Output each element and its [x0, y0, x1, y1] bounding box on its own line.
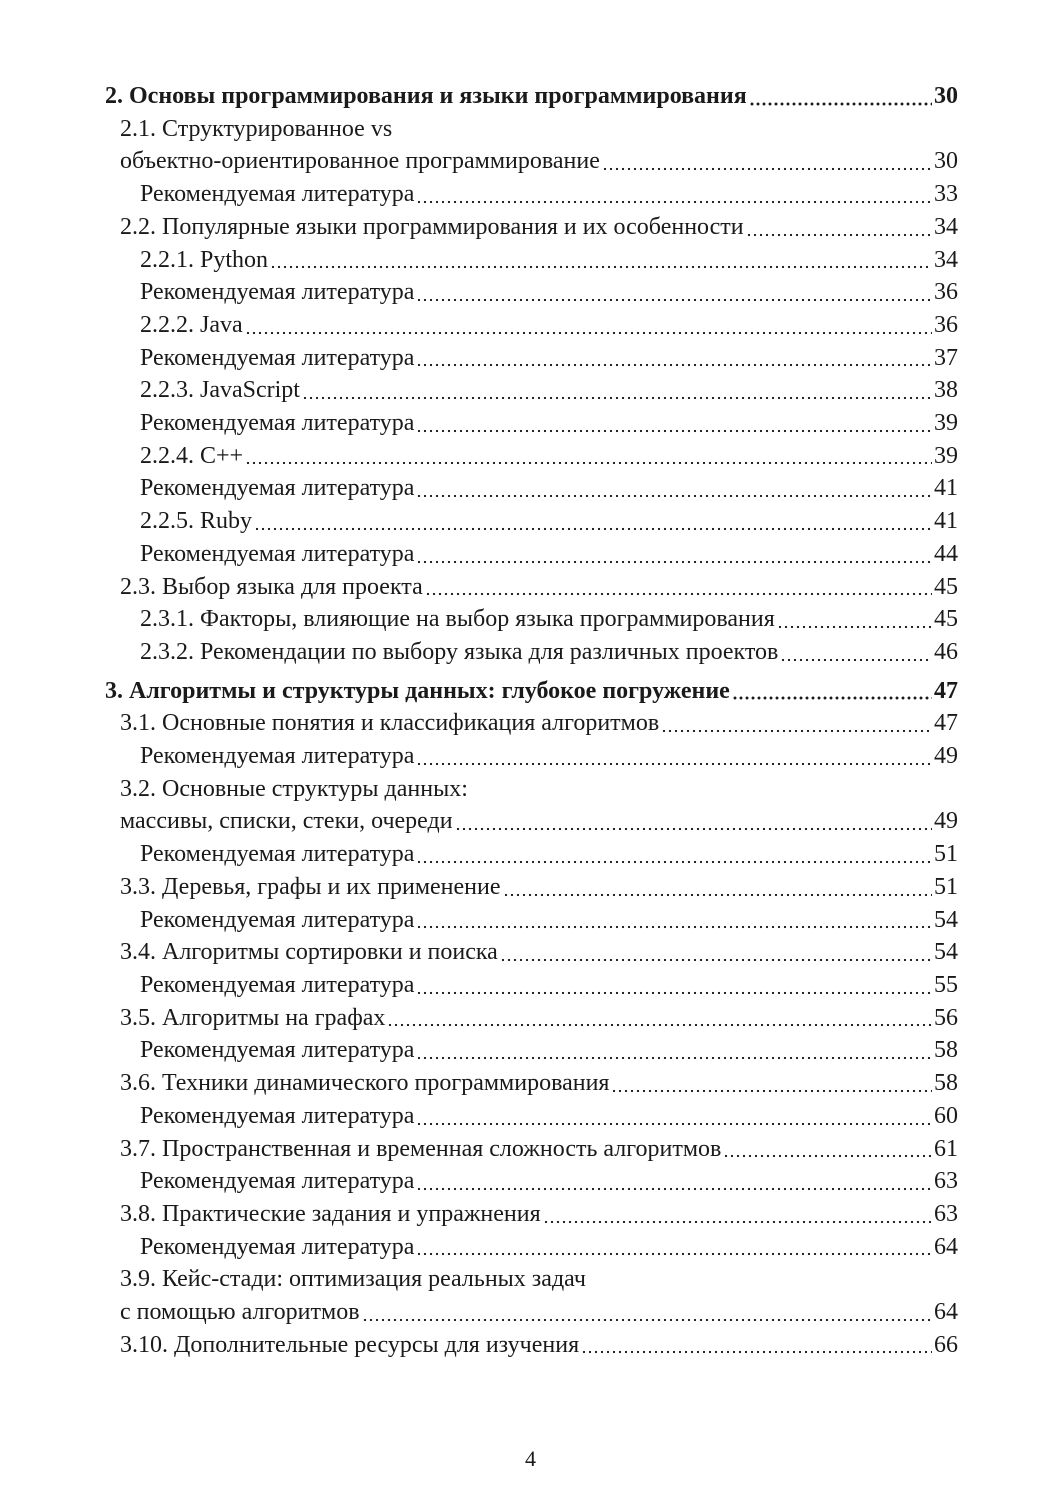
toc-entry-title: Рекомендуемая литература — [140, 475, 415, 502]
dot-leader — [416, 1171, 932, 1191]
dot-leader — [416, 478, 932, 498]
toc-entry — [140, 904, 958, 937]
dot-leader — [245, 315, 932, 335]
toc-entry — [140, 342, 958, 375]
dot-leader — [746, 217, 932, 237]
toc-entry — [140, 740, 958, 773]
toc-page-number: 46 — [934, 638, 958, 665]
toc-entry — [140, 407, 958, 440]
toc-entry-title: 3.10. Дополнительные ресурсы для изучения — [120, 1331, 580, 1358]
dot-leader — [416, 347, 932, 367]
toc-entry-title: с помощью алгоритмов — [120, 1299, 360, 1326]
toc-entry-title: 2.2.1. Python — [140, 246, 269, 273]
toc-entry — [120, 936, 958, 969]
dot-leader — [543, 1204, 932, 1224]
dot-leader — [254, 511, 932, 531]
dot-leader — [416, 413, 932, 433]
dot-leader — [416, 1040, 932, 1060]
dot-leader — [416, 746, 932, 766]
toc-entry — [120, 1198, 958, 1231]
toc-entry-title-line1: 3.2. Основные структуры данных: — [120, 775, 468, 802]
toc-entry-title: 3. Алгоритмы и структуры данных: глубокое погружение — [105, 677, 730, 704]
toc-entry-title: Рекомендуемая литература — [140, 1037, 415, 1064]
toc-page-number: 58 — [934, 1070, 958, 1097]
toc-page-number: 45 — [934, 573, 958, 600]
dot-leader — [723, 1138, 932, 1158]
toc-page-number: 36 — [934, 311, 958, 338]
toc-entry — [140, 505, 958, 538]
table-of-contents — [0, 80, 1061, 1361]
toc-page-number: 44 — [934, 540, 958, 567]
dot-leader — [302, 380, 932, 400]
dot-leader — [425, 576, 932, 596]
toc-entry-title: Рекомендуемая литература — [140, 1168, 415, 1195]
toc-page-number: 47 — [934, 677, 958, 704]
toc-entry — [120, 211, 958, 244]
toc-entry — [120, 1133, 958, 1166]
toc-entry — [140, 538, 958, 571]
dot-leader — [416, 544, 932, 564]
toc-entry — [120, 571, 958, 604]
toc-entry-title: Рекомендуемая литература — [140, 841, 415, 868]
toc-entry-title: 2.3. Выбор языка для проекта — [120, 573, 423, 600]
toc-entry — [120, 1329, 958, 1362]
toc-page-number: 30 — [934, 148, 958, 175]
dot-leader — [416, 282, 932, 302]
toc-entry — [140, 838, 958, 871]
toc-entry — [140, 969, 958, 1002]
toc-page-number: 45 — [934, 606, 958, 633]
toc-entry-title: 2.2. Популярные языки программирования и их особенности — [120, 213, 744, 240]
toc-entry-title: Рекомендуемая литература — [140, 344, 415, 371]
toc-page-number: 39 — [934, 442, 958, 469]
toc-page-number: 30 — [934, 83, 958, 109]
toc-entry-title: 3.4. Алгоритмы сортировки и поиска — [120, 939, 498, 966]
dot-leader — [611, 1073, 932, 1093]
dot-leader — [416, 909, 932, 929]
toc-entry — [140, 1165, 958, 1198]
toc-page-number: 54 — [934, 939, 958, 966]
toc-entry — [140, 603, 958, 636]
toc-page-number: 55 — [934, 971, 958, 998]
toc-entry-title: Рекомендуемая литература — [140, 279, 415, 306]
toc-entry-title-line1: 3.9. Кейс-стади: оптимизация реальных задач — [120, 1266, 586, 1293]
toc-page-number: 37 — [934, 344, 958, 371]
toc-page-number: 54 — [934, 906, 958, 933]
toc-entry-title: 2. Основы программирования и языки программирования — [105, 83, 747, 109]
toc-entry — [120, 707, 958, 740]
toc-page-number: 51 — [934, 873, 958, 900]
toc-entry-title: Рекомендуемая литература — [140, 181, 415, 208]
toc-entry-title: Рекомендуемая литература — [140, 410, 415, 437]
dot-leader — [387, 1007, 932, 1027]
dot-leader — [503, 877, 932, 897]
toc-entry-title: массивы, списки, стеки, очереди — [120, 808, 453, 835]
toc-page-number: 64 — [934, 1233, 958, 1260]
toc-page-number: 66 — [934, 1331, 958, 1358]
toc-chapter — [105, 675, 958, 708]
toc-entry-title: 2.3.2. Рекомендации по выбору языка для различных проектов — [140, 638, 779, 665]
dot-leader — [602, 151, 932, 171]
dot-leader — [416, 184, 932, 204]
toc-page-number: 61 — [934, 1135, 958, 1162]
dot-leader — [500, 942, 932, 962]
dot-leader — [661, 713, 932, 733]
toc-page-number: 36 — [934, 279, 958, 306]
dot-leader — [732, 680, 932, 700]
dot-leader — [416, 975, 932, 995]
toc-entry-title: 2.2.4. C++ — [140, 442, 244, 469]
dot-leader — [455, 811, 932, 831]
toc-entry-title: Рекомендуемая литература — [140, 906, 415, 933]
toc-entry-title: 3.7. Пространственная и временная сложность алгоритмов — [120, 1135, 722, 1162]
toc-page-number: 60 — [934, 1102, 958, 1129]
dot-leader — [749, 86, 932, 106]
toc-page-number: 58 — [934, 1037, 958, 1064]
toc-entry-title: Рекомендуемая литература — [140, 1102, 415, 1129]
toc-entry — [140, 244, 958, 277]
dot-leader — [777, 609, 932, 629]
toc-entry-title: Рекомендуемая литература — [140, 540, 415, 567]
toc-entry-title: объектно-ориентированное программирование — [120, 148, 600, 175]
toc-entry — [140, 178, 958, 211]
toc-page-number: 63 — [934, 1200, 958, 1227]
toc-entry — [140, 472, 958, 505]
toc-entry-title: 3.8. Практические задания и упражнения — [120, 1200, 541, 1227]
toc-entry-title: 3.1. Основные понятия и классификация алгоритмов — [120, 710, 660, 737]
toc-entry — [140, 309, 958, 342]
toc-page-number: 38 — [934, 377, 958, 404]
toc-entry-title: 3.3. Деревья, графы и их применение — [120, 873, 501, 900]
dot-leader — [416, 1106, 932, 1126]
toc-entry — [140, 1100, 958, 1133]
toc-page-number: 33 — [934, 181, 958, 208]
toc-entry-title: Рекомендуемая литература — [140, 1233, 415, 1260]
toc-page-number: 47 — [934, 710, 958, 737]
toc-entry — [120, 805, 958, 838]
dot-leader — [416, 1236, 932, 1256]
toc-page-number: 56 — [934, 1004, 958, 1031]
toc-entry-title: 3.6. Техники динамического программирования — [120, 1070, 610, 1097]
toc-page-number: 49 — [934, 808, 958, 835]
toc-entry — [120, 1002, 958, 1035]
toc-entry-title: Рекомендуемая литература — [140, 971, 415, 998]
toc-page-number: 64 — [934, 1299, 958, 1326]
toc-entry — [140, 374, 958, 407]
dot-leader — [245, 445, 932, 465]
dot-leader — [362, 1302, 932, 1322]
dot-leader — [416, 844, 932, 864]
toc-chapter — [105, 80, 958, 113]
toc-entry — [140, 1034, 958, 1067]
toc-entry-title-line1: 2.1. Структурированное vs — [120, 115, 393, 142]
toc-page-number: 41 — [934, 508, 958, 535]
dot-leader — [780, 642, 932, 662]
toc-entry-title: 2.3.1. Факторы, влияющие на выбор языка программирования — [140, 606, 775, 633]
toc-entry — [120, 145, 958, 178]
toc-entry — [140, 440, 958, 473]
toc-page-number: 34 — [934, 213, 958, 240]
toc-entry-title: Рекомендуемая литература — [140, 743, 415, 770]
toc-page-number: 51 — [934, 841, 958, 868]
toc-page-number: 41 — [934, 475, 958, 502]
toc-entry — [140, 276, 958, 309]
toc-entry-title: 2.2.5. Ruby — [140, 508, 253, 535]
toc-page-number: 39 — [934, 410, 958, 437]
toc-entry — [140, 1231, 958, 1264]
page-number: 4 — [525, 1446, 536, 1471]
toc-entry — [120, 1296, 958, 1329]
toc-page-number: 49 — [934, 743, 958, 770]
dot-leader — [581, 1334, 932, 1354]
toc-entry-title: 2.2.3. JavaScript — [140, 377, 300, 404]
dot-leader — [270, 249, 932, 269]
toc-entry — [120, 871, 958, 904]
toc-page-number: 34 — [934, 246, 958, 273]
toc-entry-title: 3.5. Алгоритмы на графах — [120, 1004, 386, 1031]
toc-entry — [140, 636, 958, 669]
toc-entry-title: 2.2.2. Java — [140, 311, 243, 338]
toc-page-number: 63 — [934, 1168, 958, 1195]
toc-entry — [120, 1067, 958, 1100]
